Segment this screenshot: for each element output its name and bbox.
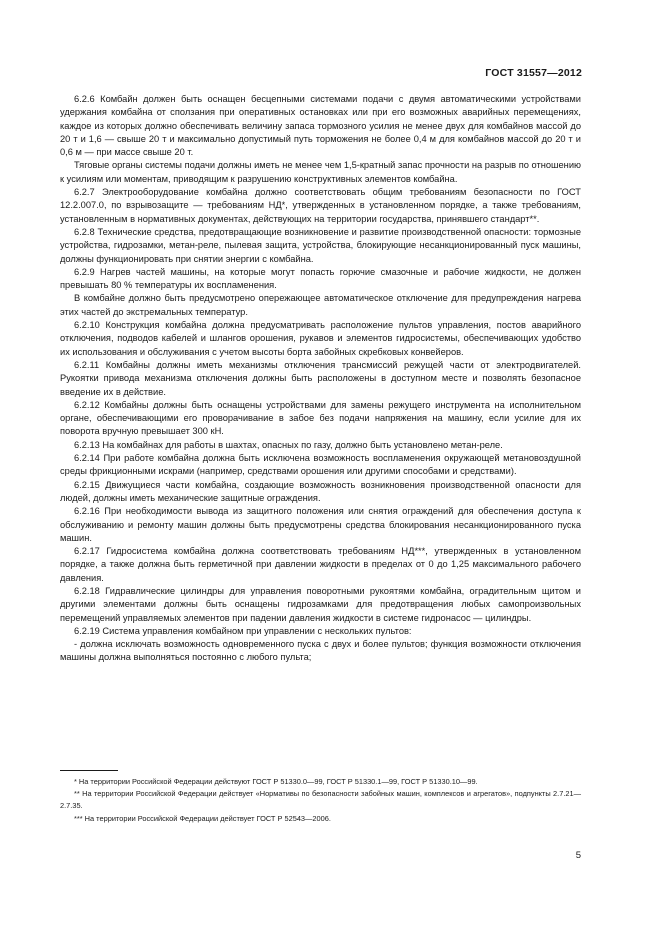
footnote-1: * На территории Российской Федерации действуют ГОСТ Р 51330.0—99, ГОСТ Р 51330.1—99, ГОСТ Р 51330.10—99.	[74, 777, 478, 786]
paragraph-6-2-14: 6.2.14 При работе комбайна должна быть исключена возможность воспламенения окружающей метановоздушной среды фрикционными искрами (например, средствами орошения или другими способами и средствами).	[60, 453, 581, 477]
footnotes	[60, 776, 581, 825]
paragraph-6-2-12: 6.2.12 Комбайны должны быть оснащены устройствами для замены режущего инструмента на исполнительном органе, обеспечивающими его проворачивание в забое без подачи напряжения на машину, если усилие для их поворота вручную превышает 300 кН.	[60, 399, 581, 437]
paragraph-6-2-9: 6.2.9 Нагрев частей машины, на которые могут попасть горючие смазочные и рабочие жидкости, не должен превышать 80 % температуры их воспламенения.	[60, 266, 581, 291]
footnote-divider	[60, 770, 118, 771]
paragraph-6-2-6: 6.2.6 Комбайн должен быть оснащен бесцепными системами подачи с двумя автоматическими устройствами удержания комбайна от сползания при оперативных остановках или при его возможных аварийных перемещениях, каждое из которых должно обеспечивать величину запаса тормозного усилия не менее двух для комбайнов массой до 20 т и 1,6 — свыше 20 т и максимально допустимый путь торможения не более 0,4 м для комбайнов массой до 20 т и 0,6 м — при массе свыше 20 т.	[60, 94, 581, 158]
page-number: 5	[575, 850, 581, 861]
paragraph-6-2-18: 6.2.18 Гидравлические цилиндры для управления поворотными рукоятями комбайна, оградительным щитом и другими элементами должны быть оснащены гидрозамками для предотвращения любых самопроизвольных перемещений управляемых элементов при падении давления жидкости в системе гидронасос — цилиндры.	[60, 585, 581, 623]
paragraph-6-2-16: 6.2.16 При необходимости вывода из защитного положения или снятия ограждений для обеспечения доступа к обслуживанию и ремонту машин должны быть предусмотрены средства блокирования несанкционированного пуска машин.	[60, 506, 581, 543]
paragraph-6-2-8: 6.2.8 Технические средства, предотвращающие возникновение и развитие производственной опасности: тормозные устройства, гидрозамки, метан-реле, пылевая защита, устройства, блокирующие несанкционированный пуск машины, должны функционировать при снятии энергии с комбайна.	[60, 226, 581, 264]
paragraph-6-2-19: 6.2.19 Система управления комбайном при управлении с нескольких пультов:	[74, 625, 412, 636]
paragraph-6-2-6-cont: Тяговые органы системы подачи должны иметь не менее чем 1,5-кратный запас прочности на разрыв по отношению к усилиям или моментам, приводящим к разрушению конструктивных элементов комбайна.	[60, 160, 581, 184]
paragraph-6-2-17: 6.2.17 Гидросистема комбайна должна соответствовать требованиям НД***, утвержденных в установленном порядке, а также должна быть герметичной при давлении жидкости в пределах от 0 до 1,25 максимального рабочего давления.	[60, 546, 581, 583]
paragraph-6-2-11: 6.2.11 Комбайны должны иметь механизмы отключения трансмиссий режущей части от электродвигателей. Рукоятки привода механизма отключения должны быть расположены в доступном месте и позволять безопасное введение их в действие.	[60, 359, 581, 397]
list-item-6-2-19: - должна исключать возможность одновременного пуска с двух и более пультов; функция возможности отключения машины должна выполняться постоянно с любого пульта;	[60, 639, 581, 663]
paragraph-6-2-15: 6.2.15 Движущиеся части комбайна, создающие возможность возникновения производственной опасности для людей, должны иметь механические защитные ограждения.	[60, 479, 581, 503]
document-code-header: ГОСТ 31557—2012	[485, 67, 582, 79]
paragraph-6-2-13: 6.2.13 На комбайнах для работы в шахтах, опасных по газу, должно быть установлено метан-реле.	[74, 439, 503, 450]
paragraph-6-2-10: 6.2.10 Конструкция комбайна должна предусматривать расположение пультов управления, постов аварийного отключения, подводов кабелей и шлангов орошения, рукавов и элементов гидросистемы, обеспечивающих удобство их использования и обслуживания с учетом высоты борта забойных скребковых конвейеров.	[60, 320, 581, 357]
paragraph-6-2-7: 6.2.7 Электрооборудование комбайна должно соответствовать общим требованиям безопасности по ГОСТ 12.2.007.0, по взрывозащите — требованиям НД*, утвержденных в установленном порядке, а также требованиям, установленным в нормативных документах, действующих на территории государства, принявшего стандарт**.	[60, 187, 581, 224]
paragraph-6-2-9-cont: В комбайне должно быть предусмотрено опережающее автоматическое отключение для предупреждения нагрева этих частей до экстремальных температур.	[60, 293, 581, 317]
footnote-2: ** На территории Российской Федерации действует «Нормативы по безопасности забойных машин, комплексов и агрегатов», подпункты 2.7.21—2.7.35.	[60, 789, 581, 811]
footnote-3: *** На территории Российской Федерации действует ГОСТ Р 52543—2006.	[74, 813, 331, 823]
body-text	[60, 93, 581, 665]
